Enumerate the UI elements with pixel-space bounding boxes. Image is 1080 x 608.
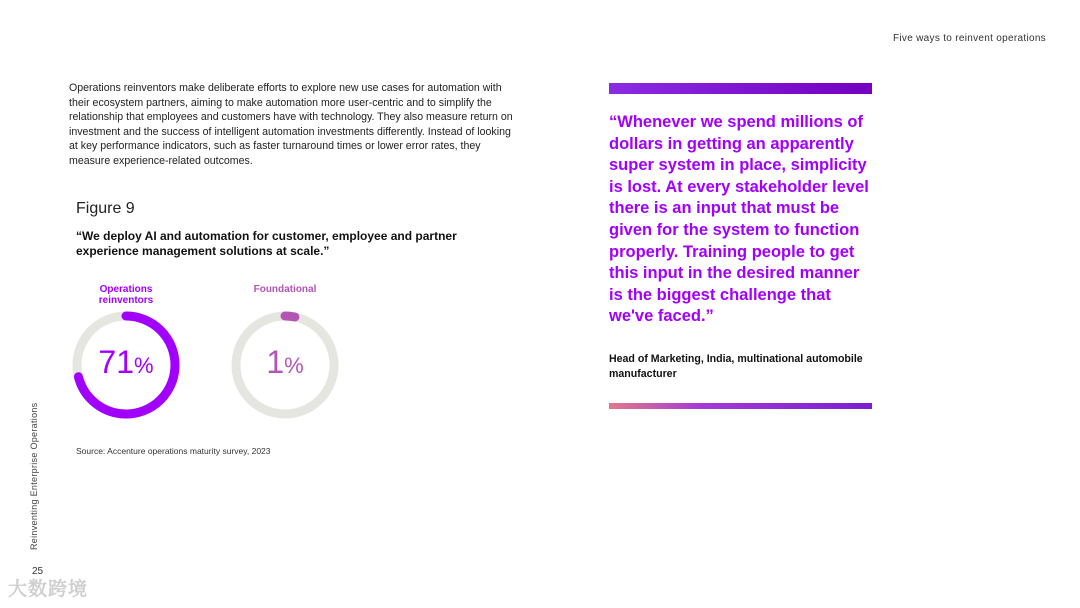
donut-chart-reinventors [71, 310, 181, 420]
intro-paragraph: Operations reinventors make deliberate efforts to explore new use cases for automation with their ecosystem partners, aiming to make automation more user-centric and to simplify the relationship that employees and customers have with technology. They also measure return on investment and the success of intelligent automation investments differently. Instead of looking at key performance indicators, such as faster turnaround times or lower error rates, they measure experience-related outcomes. [69, 82, 513, 167]
figure-source: Source: Accenture operations maturity survey, 2023 [76, 446, 271, 456]
figure-label: Figure 9 [76, 200, 135, 217]
watermark-logo: 大数跨境 [8, 579, 89, 600]
document-title-vertical: Reinventing Enterprise Operations [29, 402, 39, 550]
donut-chart-foundational [230, 310, 340, 420]
quote-top-bar [609, 83, 872, 94]
donut-value-reinventors: 71% [98, 344, 154, 380]
section-title: Five ways to reinvent operations [892, 33, 1046, 44]
quote-attribution: Head of Marketing, India, multinational automobile manufacturer [609, 353, 863, 380]
figure-quote: “We deploy AI and automation for customer, employee and partner experience management solutions at scale.” [76, 229, 457, 258]
pull-quote: “Whenever we spend millions of dollars in getting an apparently super system in place, simplicity is lost. At every stakeholder level there is an input that must be given for the system to function properly. Training people to get this input in the desired manner is the biggest challenge that we've faced.” [609, 113, 869, 326]
donut-label-foundational: Foundational [253, 284, 317, 295]
donut-value-foundational: 1% [266, 344, 304, 380]
quote-bottom-bar [609, 403, 872, 409]
donut-label-reinventors: Operations reinventors [98, 284, 154, 306]
page-number: 25 [32, 566, 44, 577]
